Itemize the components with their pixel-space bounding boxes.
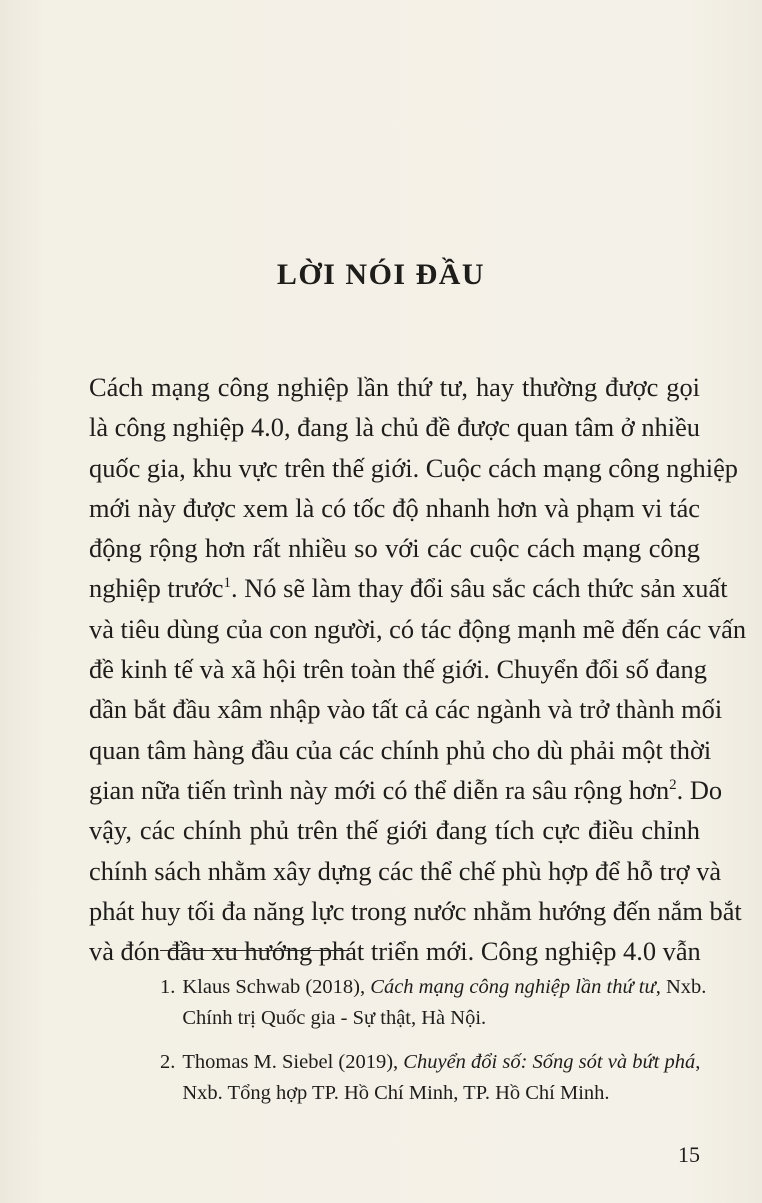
- text-line: nghiệp trước$^1$. Nó sẽ làm thay đổi sâu sắc cách thức sản xuất: [89, 573, 728, 604]
- footnote-line: 1. Klaus Schwab (2018), Cách mạng công nghiệp lần thứ tư, Nxb.: [160, 976, 707, 998]
- page-title: LỜI NÓI ĐẦU: [276, 258, 486, 291]
- text-line: vậy, các chính phủ trên thế giới đang tích cực điều chỉnh: [89, 815, 700, 846]
- text-line: mới này được xem là có tốc độ nhanh hơn và phạm vi tác: [89, 492, 700, 523]
- footnote-line: Chính trị Quốc gia - Sự thật, Hà Nội.: [182, 1007, 487, 1029]
- body-paragraph: [89, 367, 747, 971]
- text-line: quốc gia, khu vực trên thế giới. Cuộc cách mạng công nghiệp: [89, 452, 738, 483]
- text-line: phát huy tối đa năng lực trong nước nhằm hướng đến nắm bắt: [89, 895, 742, 926]
- text-line: chính sách nhằm xây dựng các thể chế phù hợp để hỗ trợ và: [89, 855, 722, 886]
- footnotes: [160, 972, 707, 1122]
- text-line: dần bắt đầu xâm nhập vào tất cả các ngành và trở thành mối: [89, 694, 723, 725]
- text-line: quan tâm hàng đầu của các chính phủ cho dù phải một thời: [89, 734, 712, 765]
- footnote-line: Nxb. Tổng hợp TP. Hồ Chí Minh, TP. Hồ Chí Minh.: [182, 1082, 610, 1104]
- footnote-divider: [160, 950, 350, 951]
- text-line: và đón đầu xu hướng phát triển mới. Công nghiệp 4.0 vẫn: [89, 936, 701, 967]
- footnote-ref-1: 1: [223, 575, 232, 592]
- footnote-1: [160, 972, 707, 1034]
- text-line: và tiêu dùng của con người, có tác động mạnh mẽ đến các vấn: [89, 613, 747, 644]
- text-line: là công nghiệp 4.0, đang là chủ đề được quan tâm ở nhiều: [89, 412, 700, 443]
- footnote-ref-2: 2: [669, 777, 677, 794]
- text-line: gian nữa tiến trình này mới có thể diễn ra sâu rộng hơn$^2$. Do: [89, 774, 723, 805]
- page-number: 15: [678, 1142, 700, 1167]
- footnote-2: [160, 1047, 700, 1109]
- text-line: động rộng hơn rất nhiều so với các cuộc cách mạng công: [89, 533, 700, 564]
- text-line: đề kinh tế và xã hội trên toàn thế giới. Chuyển đổi số đang: [89, 654, 707, 685]
- footnote-line: 2. Thomas M. Siebel (2019), Chuyển đổi số: Sống sót và bứt phá,: [160, 1051, 701, 1073]
- text-line: Cách mạng công nghiệp lần thứ tư, hay thường được gọi: [89, 372, 700, 402]
